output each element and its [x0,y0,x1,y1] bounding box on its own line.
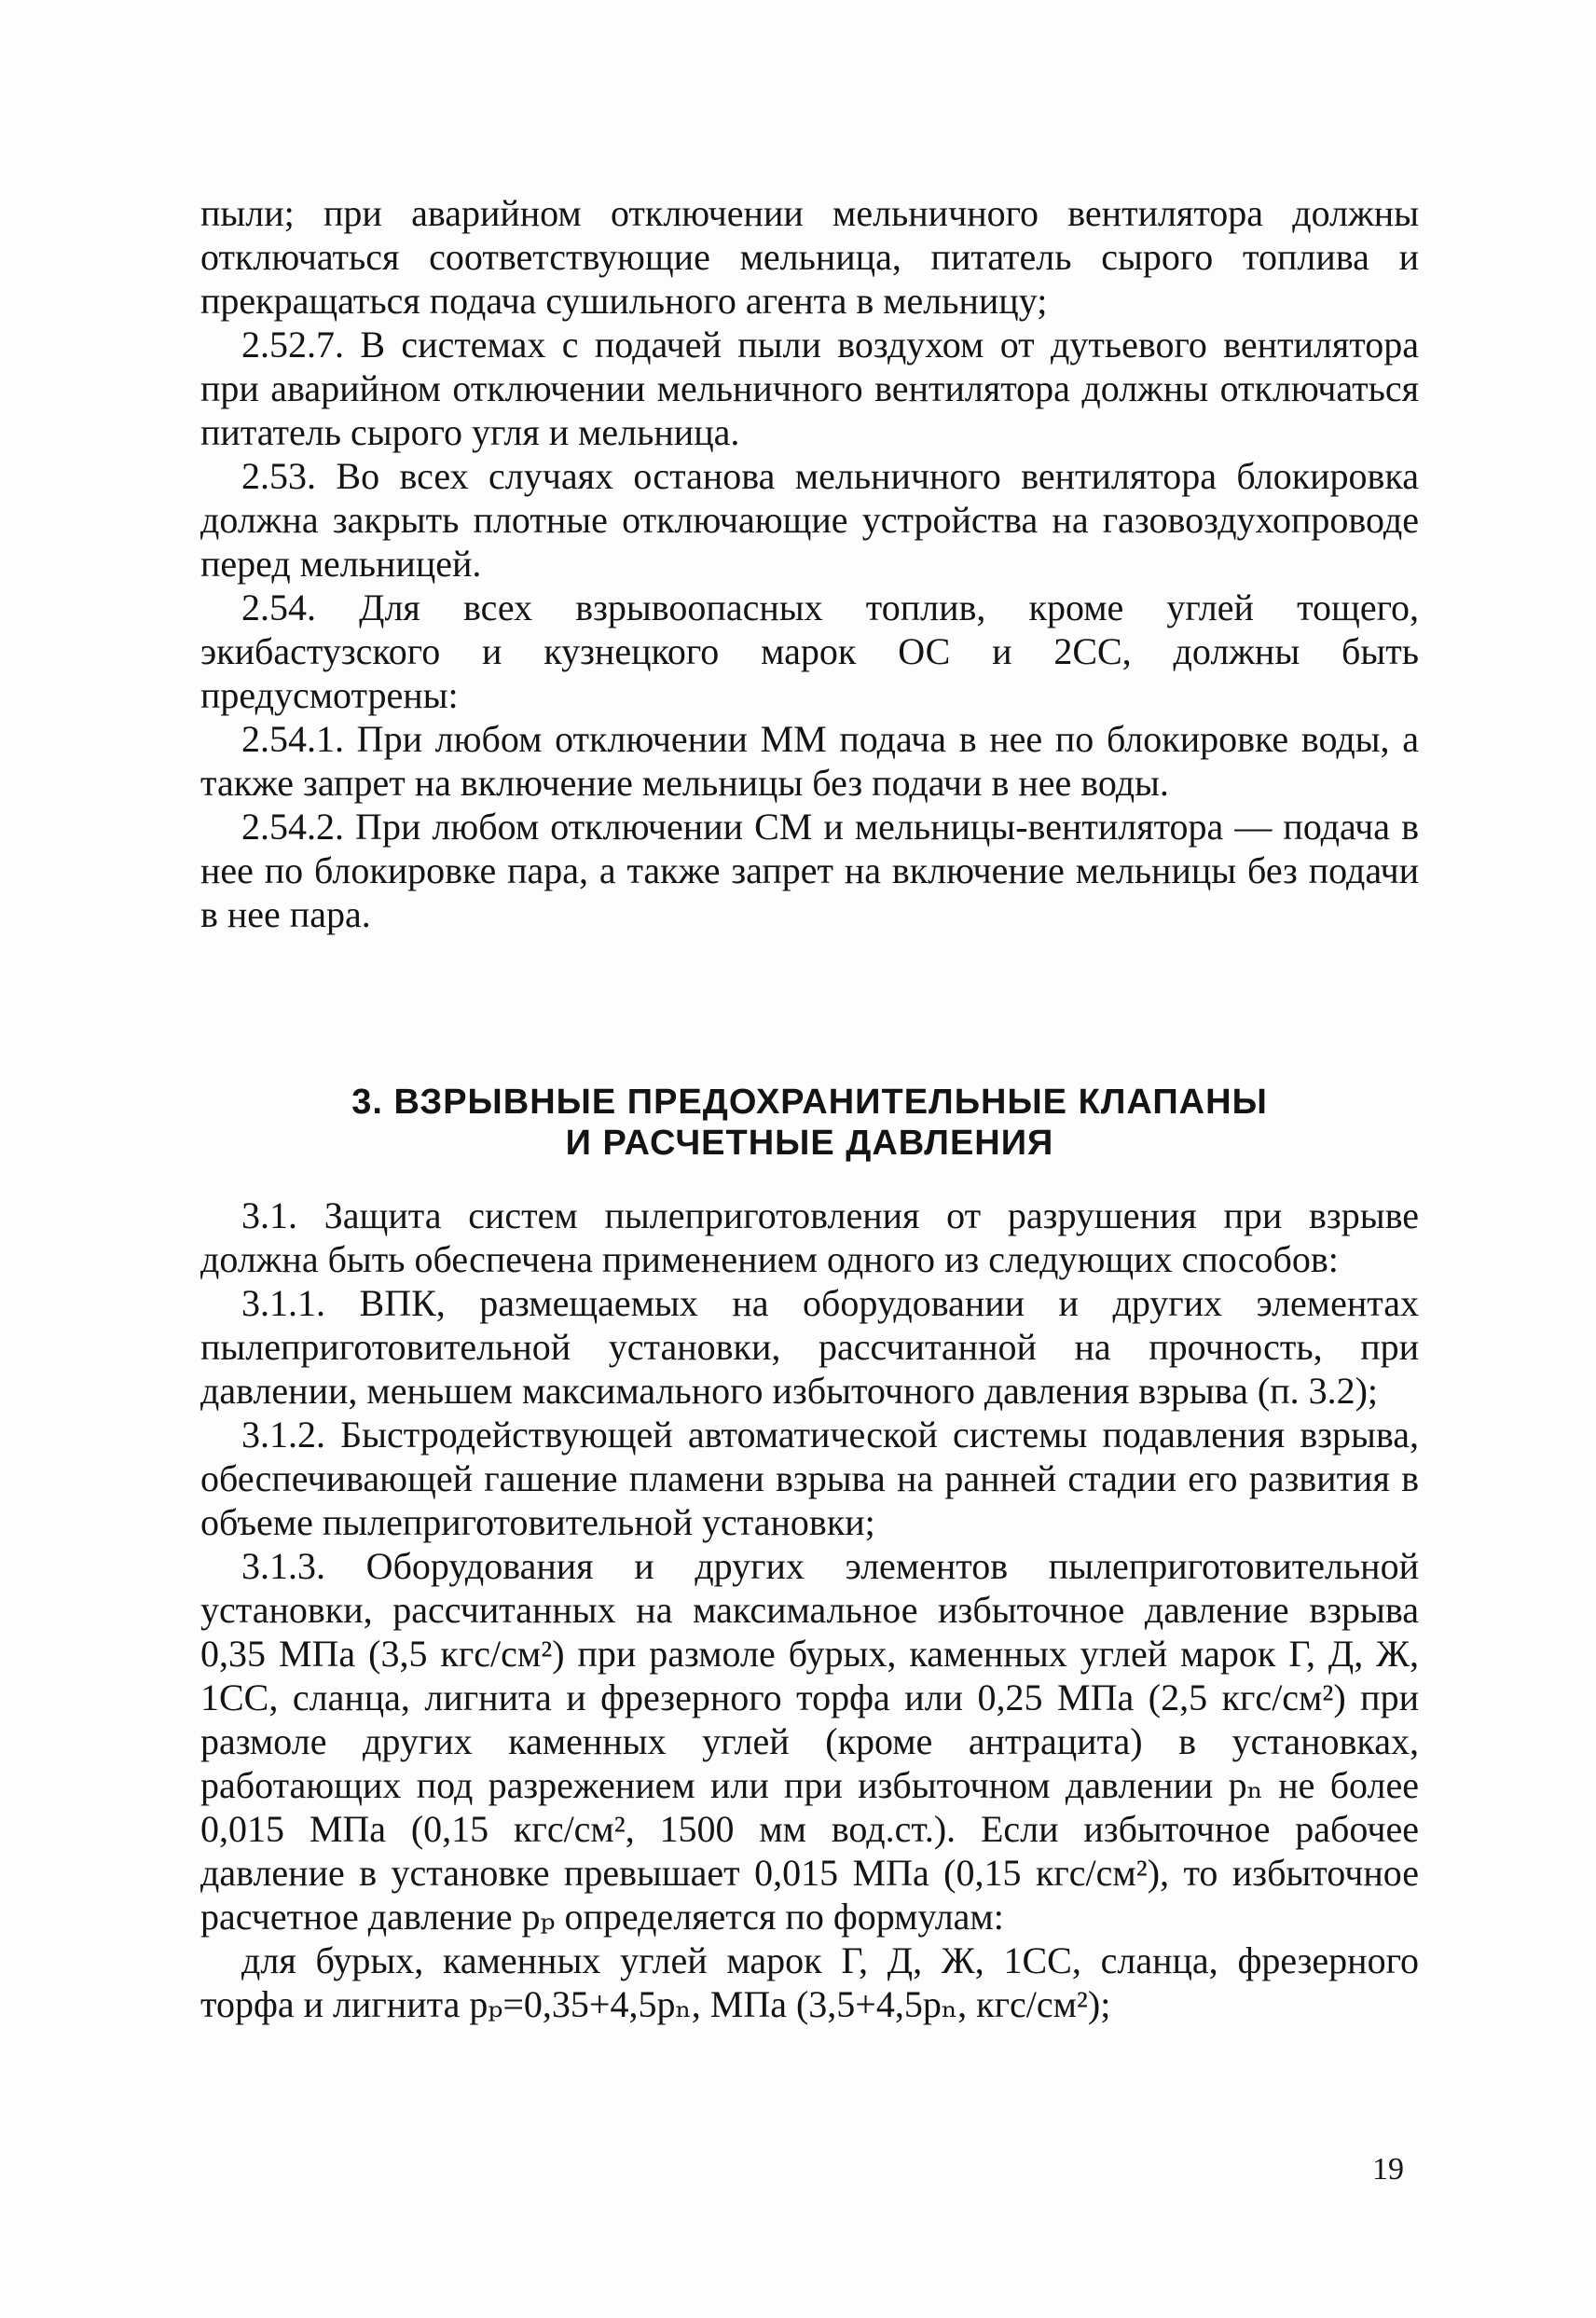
section-heading [200,1082,1419,1164]
paragraph-3-1: 3.1. Защита систем пылеприготовления от разрушения при взрыве должна быть обеспечена применением одного из следующих способов: [200,1194,1419,1280]
paragraph-3-1-1: 3.1.1. ВПК, размещаемых на оборудовании и других элементах пылеприготовительной установки, рассчитанной на прочность, при давлении, меньшем максимального избыточного давления взрыва (п. 3.2); [200,1282,1419,1412]
paragraph-2-54-1: 2.54.1. При любом отключении ММ подача в нее по блокировке воды, а также запрет на включение мельницы без подачи в нее воды. [200,718,1419,804]
paragraph-2-54-2: 2.54.2. При любом отключении СМ и мельницы-вентилятора — подача в нее по блокировке пара, а также запрет на включение мельницы без подачи в нее пара. [200,806,1419,935]
paragraph-formula-brown-coal: для бурых, каменных углей марок Г, Д, Ж, 1СС, сланца, фрезерного торфа и лигнита pₚ=0,35+4,5pₙ, МПа (3,5+4,5pₙ, кгс/см²); [200,1939,1419,2025]
paragraph-3-1-3: 3.1.3. Оборудования и других элементов пылеприготовительной установки, рассчитанных на максимальное избыточное давление взрыва 0,35 МПа (3,5 кгс/см²) при размоле бурых, каменных углей марок Г, Д, Ж, 1СС, сланца, лигнита и фрезерного торфа или 0,25 МПа (2,5 кгс/см²) при размоле других каменных углей (кроме антрацита) в установках, работающих под разрежением или при избыточном давлении pₙ не более 0,015 МПа (0,15 кгс/см², 1500 мм вод.ст.). Если избыточное рабочее давление в установке превышает 0,015 МПа (0,15 кгс/см²), то избыточное расчетное давление pₚ определяется по формулам: [200,1545,1419,1938]
paragraph-2-54: 2.54. Для всех взрывоопасных топлив, кроме углей тощего, экибастузского и кузнецкого марок ОС и 2СС, должны быть предусмотрены: [200,586,1419,716]
section-heading-line-1: 3. ВЗРЫВНЫЕ ПРЕДОХРАНИТЕЛЬНЫЕ КЛАПАНЫ [351,1083,1268,1122]
page-number: 19 [1372,2152,1404,2187]
paragraph-2-53: 2.53. Во всех случаях останова мельничного вентилятора блокировка должна закрыть плотные отключающие устройства на газовоздухопроводе перед мельницей. [200,455,1419,585]
paragraph-3-1-2: 3.1.2. Быстродействующей автоматической системы подавления взрыва, обеспечивающей гашение пламени взрыва на ранней стадии его развития в объеме пылеприготовительной установки; [200,1414,1419,1543]
section-heading-line-2: И РАСЧЕТНЫЕ ДАВЛЕНИЯ [565,1124,1054,1163]
top-text-block [200,191,1419,936]
paragraph-2-52-7: 2.52.7. В системах с подачей пыли воздухом от дутьевого вентилятора при аварийном отключении мельничного вентилятора должны отключаться питатель сырого угля и мельница. [200,324,1419,453]
bottom-text-block [200,1193,1419,2026]
paragraph-continuation: пыли; при аварийном отключении мельничного вентилятора должны отключаться соответствующие мельница, питатель сырого топлива и прекращаться подача сушильного агента в мельницу; [200,192,1419,322]
